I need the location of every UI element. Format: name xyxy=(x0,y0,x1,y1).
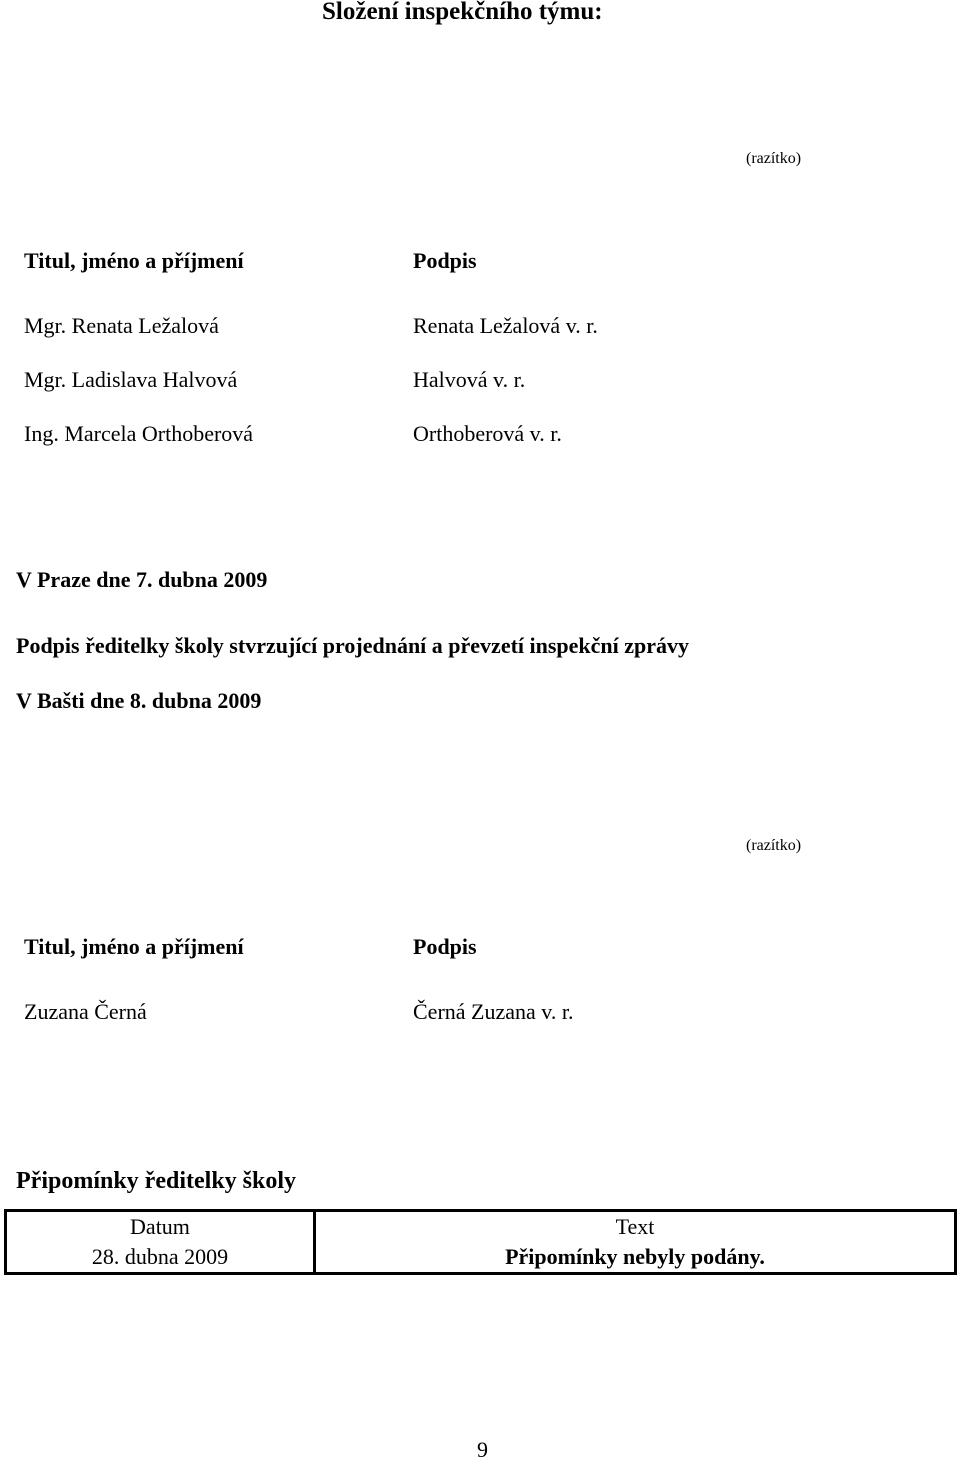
team-member-signature: Orthoberová v. r. xyxy=(413,421,562,446)
team-member-name: Mgr. Ladislava Halvová xyxy=(24,367,238,392)
column-header-date: Datum xyxy=(6,1211,315,1243)
team-member-signature: Halvová v. r. xyxy=(413,367,526,392)
place-date-prague: V Praze dne 7. dubna 2009 xyxy=(16,567,268,592)
team-member-name: Ing. Marcela Orthoberová xyxy=(24,421,254,446)
director-sign-heading: Podpis ředitelky školy stvrzující projednání a převzetí inspekční zprávy xyxy=(16,633,690,658)
team-name-header: Titul, jméno a příjmení xyxy=(24,248,244,273)
director-signature: Černá Zuzana v. r. xyxy=(413,999,574,1024)
stamp-placeholder: (razítko) xyxy=(746,837,802,854)
table-row xyxy=(6,1242,956,1274)
team-sign-header: Podpis xyxy=(413,248,477,273)
director-name: Zuzana Černá xyxy=(24,999,147,1024)
remark-date: 28. dubna 2009 xyxy=(6,1242,315,1274)
column-header-text: Text xyxy=(315,1211,956,1243)
place-date-basti: V Bašti dne 8. dubna 2009 xyxy=(16,688,262,713)
director-name-header: Titul, jméno a příjmení xyxy=(24,934,244,959)
table-header-row xyxy=(6,1211,956,1243)
team-member-signature: Renata Ležalová v. r. xyxy=(413,313,598,338)
team-member-name: Mgr. Renata Ležalová xyxy=(24,313,219,338)
page-number: 9 xyxy=(477,1437,488,1462)
remark-text: Připomínky nebyly podány. xyxy=(315,1242,956,1274)
page-heading: Složení inspekčního týmu: xyxy=(322,0,603,25)
remarks-heading: Připomínky ředitelky školy xyxy=(16,1168,297,1194)
stamp-placeholder: (razítko) xyxy=(746,150,802,167)
director-sign-header: Podpis xyxy=(413,934,477,959)
remarks-table xyxy=(4,1209,957,1275)
